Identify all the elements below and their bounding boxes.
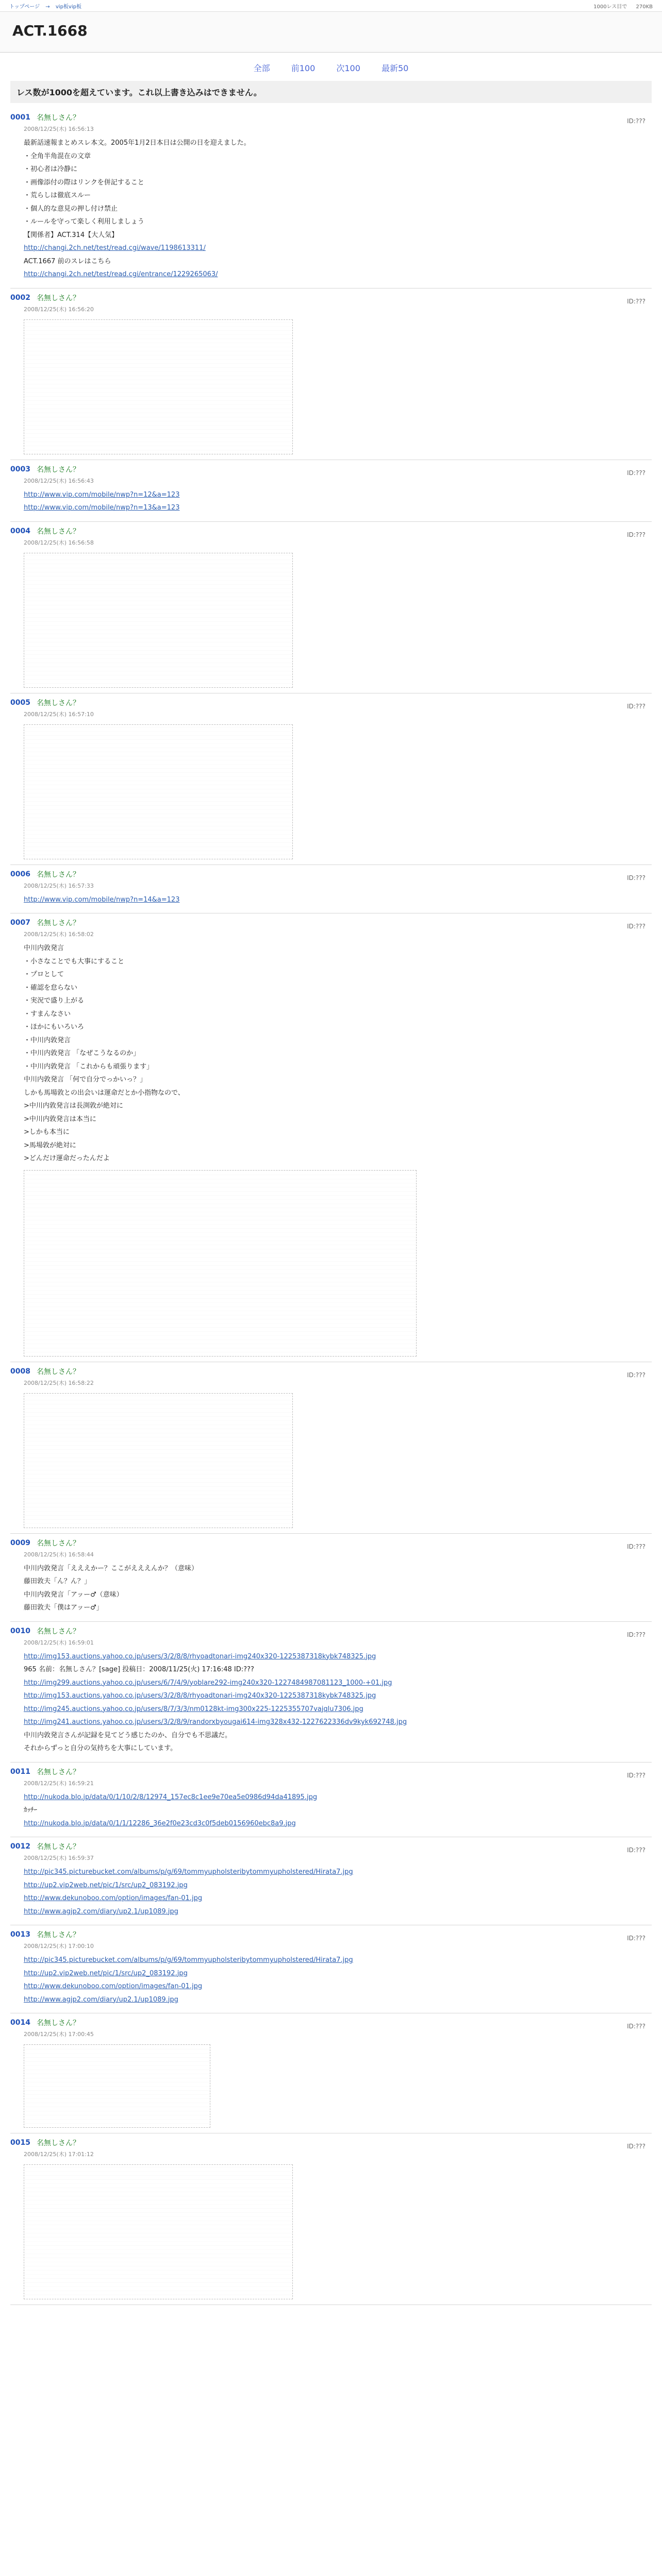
- post-id[interactable]: ID:???: [627, 874, 646, 882]
- limit-notice: レス数が1000を超えています。これ以上書き込みはできません。: [10, 81, 652, 103]
- post-meta: 2008/12/25(木) 17:01:12: [24, 2151, 94, 2158]
- post-link[interactable]: http://pic345.picturebucket.com/albums/p/g/69/tommyupholsteribytommyupholstered/Hirata7.jpg: [24, 1956, 353, 1964]
- post-author: 名無しさん？: [36, 527, 80, 536]
- post-body: [24, 1955, 652, 2005]
- post-number[interactable]: 0010: [10, 1626, 30, 1635]
- post-number[interactable]: 0004: [10, 527, 30, 535]
- post-number[interactable]: 0002: [10, 293, 30, 302]
- post-meta: 2008/12/25(木) 16:56:13: [24, 126, 94, 132]
- post-link[interactable]: http://changi.2ch.net/test/read.cgi/entrance/1229265063/: [24, 270, 218, 278]
- post-author: 名無しさん？: [36, 870, 80, 879]
- post-link[interactable]: http://img299.auctions.yahoo.co.jp/users/6/7/4/9/yoblare292-img240x320-1227484987081123_1000-+01.jpg: [24, 1679, 392, 1687]
- post-id[interactable]: ID:???: [627, 117, 646, 125]
- post: [10, 1534, 652, 1622]
- nav-latest50[interactable]: 最新50: [382, 63, 409, 73]
- post-link[interactable]: http://www.agjp2.com/diary/up2.1/up1089.jpg: [24, 1995, 178, 2004]
- post-line: ・確認を怠らない: [24, 984, 78, 992]
- post-line: ・初心者は冷静に: [24, 165, 78, 173]
- post-author: 名無しさん？: [36, 2019, 80, 2027]
- post-body: [24, 895, 652, 905]
- post-body: [24, 1867, 652, 1917]
- post-header: [10, 112, 652, 123]
- post-line: >中川内敦発言は長渕敦が絶対に: [24, 1102, 123, 1110]
- post-body: [24, 943, 652, 1164]
- post-line: ・小さなことでも大事にすること: [24, 957, 125, 965]
- post-meta: 2008/12/25(木) 16:57:33: [24, 882, 94, 889]
- post-link[interactable]: http://nukoda.blo.jp/data/0/1/10/2/8/12974_157ec8c1ee9e70ea5e0986d94da41895.jpg: [24, 1793, 318, 1801]
- thread-title: ACT.1668: [12, 22, 88, 39]
- post-line: >中川内敦発言は本当に: [24, 1115, 96, 1123]
- ascii-art-block: [24, 2164, 293, 2299]
- nav-prev100[interactable]: 前100: [291, 63, 316, 73]
- post-meta: 2008/12/25(木) 16:59:37: [24, 1855, 94, 1861]
- post-link[interactable]: http://up2.vip2web.net/pic/1/src/up2_083192.jpg: [24, 1969, 188, 1977]
- post-id[interactable]: ID:???: [627, 531, 646, 538]
- response-count: 1000レス目で: [593, 4, 627, 10]
- post-line: 最新話速報まとめスレ本文。2005年1月2日本日は公開の日を迎えました。: [24, 139, 251, 147]
- post-author: 名無しさん？: [36, 1931, 80, 1939]
- post: [10, 2133, 652, 2305]
- breadcrumb-separator: →: [45, 4, 50, 10]
- post-line: 中川内敦発言さんが記録を見てどう感じたのか、自分でも不思議だ。: [24, 1731, 232, 1739]
- post-header: [10, 1929, 652, 1940]
- post: [10, 108, 652, 289]
- post-link[interactable]: http://img245.auctions.yahoo.co.jp/users/8/7/3/3/nm0128kt-img300x225-1225355707vajqlu7306.jpg: [24, 1705, 363, 1713]
- post-meta: 2008/12/25(木) 16:58:44: [24, 1551, 94, 1558]
- post-line: ・中川内敦発言: [24, 1036, 71, 1044]
- post-line: ・実況で盛り上がる: [24, 997, 85, 1005]
- post-number[interactable]: 0013: [10, 1930, 30, 1939]
- post-meta: 2008/12/25(木) 16:57:10: [24, 710, 94, 718]
- post-author: 名無しさん？: [36, 1367, 80, 1376]
- post-header: [10, 293, 652, 303]
- post-line: しかも馬場敦との出会いは運命だとか小指物なので、: [24, 1089, 185, 1097]
- post-header: [10, 2138, 652, 2148]
- post-header: [10, 1366, 652, 1377]
- post-id[interactable]: ID:???: [627, 1846, 646, 1854]
- post-line: ・個人的な意見の押し付け禁止: [24, 205, 118, 213]
- post-author: 名無しさん？: [36, 465, 80, 474]
- post-id[interactable]: ID:???: [627, 1935, 646, 1942]
- post-line: 【関係者】ACT.314【大人気】: [24, 231, 119, 239]
- post-link[interactable]: http://www.dekunoboo.com/option/images/fan-01.jpg: [24, 1982, 203, 1990]
- post-header: [10, 869, 652, 879]
- post: [10, 1925, 652, 2013]
- post-id[interactable]: ID:???: [627, 2023, 646, 2030]
- post-link[interactable]: http://www.vip.com/mobile/nwp?n=12&a=123: [24, 490, 180, 499]
- post-meta: 2008/12/25(木) 16:56:58: [24, 539, 94, 546]
- post-line: 中川内敦発言: [24, 944, 64, 952]
- post-header: [10, 464, 652, 474]
- post-meta: 2008/12/25(木) 17:00:10: [24, 1943, 94, 1950]
- ascii-art-block: [24, 2044, 210, 2128]
- post-link[interactable]: http://www.vip.com/mobile/nwp?n=13&a=123: [24, 504, 180, 512]
- ascii-art-block: [24, 724, 293, 859]
- post-line: ｶｯﾁｰ: [24, 1806, 37, 1814]
- post-link[interactable]: http://nukoda.blo.jp/data/0/1/1/12286_36e2f0e23cd3c0f5deb0156960ebc8a9.jpg: [24, 1819, 296, 1827]
- post-line: ・全角半角混在の文章: [24, 152, 91, 160]
- post-id[interactable]: ID:???: [627, 923, 646, 930]
- post: [10, 1362, 652, 1534]
- post-number[interactable]: 0007: [10, 919, 30, 927]
- post-header: [10, 526, 652, 536]
- post-line: ・荒らしは徹底スルー: [24, 192, 91, 199]
- post: [10, 865, 652, 914]
- thread-header: [0, 12, 662, 53]
- post-id[interactable]: ID:???: [627, 2143, 646, 2150]
- post-id[interactable]: ID:???: [627, 1543, 646, 1550]
- post-link[interactable]: http://www.vip.com/mobile/nwp?n=14&a=123: [24, 895, 180, 904]
- ascii-art-block: [24, 1170, 417, 1357]
- post-link[interactable]: http://img241.auctions.yahoo.co.jp/users/3/2/8/9/randorxbyougai614-img328x432-1227622336dv9kyk692748.jpg: [24, 1718, 407, 1726]
- post-line: >馬場敦が絶対に: [24, 1141, 76, 1149]
- post-line: 965 名前：名無しさん？[sage] 投稿日：2008/11/25(火) 17:16:48 ID:???: [24, 1666, 254, 1673]
- top-bar: [0, 0, 662, 12]
- nav-next100[interactable]: 次100: [336, 63, 360, 73]
- post-line: ・ほかにもいろいろ: [24, 1023, 85, 1031]
- breadcrumb-item-board[interactable]: vip板vip板: [55, 4, 81, 10]
- post-id[interactable]: ID:???: [627, 1631, 646, 1638]
- post-header: [10, 1841, 652, 1852]
- post-number[interactable]: 0005: [10, 698, 30, 707]
- post-number[interactable]: 0012: [10, 1842, 30, 1851]
- post-id[interactable]: ID:???: [627, 297, 646, 305]
- top-bar-status: [586, 2, 653, 10]
- post-meta: 2008/12/25(木) 16:56:43: [24, 477, 94, 484]
- post-meta: 2008/12/25(木) 17:00:45: [24, 2031, 94, 2038]
- post: [10, 460, 652, 522]
- post: [10, 1837, 652, 1925]
- post-line: 中川内敦発言「アッー♂（意味）: [24, 1590, 123, 1599]
- post-number[interactable]: 0001: [10, 113, 30, 122]
- post-meta: 2008/12/25(木) 16:59:01: [24, 1639, 94, 1646]
- page-bottom-spacer: [0, 2305, 662, 2537]
- post-header: [10, 1767, 652, 1777]
- post-number[interactable]: 0008: [10, 1367, 30, 1376]
- post: [10, 2013, 652, 2133]
- post-meta: 2008/12/25(木) 16:56:20: [24, 306, 94, 313]
- post-line: ・画像添付の際はリンクを併記すること: [24, 178, 144, 187]
- post-header: [10, 1626, 652, 1636]
- post-number[interactable]: 0009: [10, 1538, 30, 1547]
- breadcrumb: [9, 2, 86, 10]
- post-number[interactable]: 0003: [10, 465, 30, 473]
- post-number[interactable]: 0011: [10, 1767, 30, 1776]
- post-number[interactable]: 0015: [10, 2139, 30, 2147]
- post-id[interactable]: ID:???: [627, 1371, 646, 1379]
- post-line: 中川内敦発言「えええかー？ここがえええんか？（意味）: [24, 1564, 198, 1572]
- post-body: [24, 1564, 652, 1613]
- post-line: ・中川内敦発言 「これからも頑張ります」: [24, 1062, 154, 1071]
- post-line: ・中川内敦発言 「なぜこうなるのか」: [24, 1049, 140, 1057]
- post-meta: 2008/12/25(木) 16:59:21: [24, 1780, 94, 1787]
- post: [10, 913, 652, 1362]
- post-author: 名無しさん？: [36, 2139, 80, 2147]
- post-meta: 2008/12/25(木) 16:58:02: [24, 931, 94, 938]
- post-header: [10, 1538, 652, 1548]
- post-number[interactable]: 0014: [10, 2019, 30, 2027]
- post-link[interactable]: http://img153.auctions.yahoo.co.jp/users/3/2/8/8/rhyoadtonari-img240x320-1225387318kybk748325.jpg: [24, 1692, 376, 1700]
- post-line: それからずっと自分の気持ちを大事にしています。: [24, 1744, 177, 1752]
- post: [10, 1622, 652, 1762]
- post-author: 名無しさん？: [36, 1627, 80, 1636]
- post-body: [24, 490, 652, 513]
- post-link[interactable]: http://changi.2ch.net/test/read.cgi/wave/1198613311/: [24, 244, 206, 252]
- post-line: 中川内敦発言 「何で自分でっかいっ？」: [24, 1076, 147, 1083]
- post-line: >どんだけ運命だったんだよ: [24, 1155, 110, 1162]
- posts-container: [0, 108, 662, 2305]
- post-header: [10, 2018, 652, 2028]
- post-author: 名無しさん？: [36, 1768, 80, 1776]
- post-line: >しかも本当に: [24, 1128, 70, 1136]
- post: [10, 1762, 652, 1838]
- post-number[interactable]: 0006: [10, 870, 30, 878]
- post-body: [24, 1652, 652, 1754]
- post-author: 名無しさん？: [36, 114, 80, 122]
- post: [10, 522, 652, 693]
- post-header: [10, 698, 652, 708]
- post-author: 名無しさん？: [36, 919, 80, 927]
- post-line: ・ルールを守って楽しく利用しましょう: [24, 218, 144, 226]
- post-line: ・すまんなさい: [24, 1010, 71, 1018]
- post-line: 藤田敦夫「ん？ん？」: [24, 1578, 91, 1585]
- post-id[interactable]: ID:???: [627, 469, 646, 477]
- post: [10, 289, 652, 460]
- post-link[interactable]: http://img153.auctions.yahoo.co.jp/users/3/2/8/8/rhyoadtonari-img240x320-1225387318kybk748325.jpg: [24, 1652, 376, 1660]
- post-author: 名無しさん？: [36, 699, 80, 707]
- post-header: [10, 918, 652, 928]
- post-id[interactable]: ID:???: [627, 1771, 646, 1779]
- post-link[interactable]: http://up2.vip2web.net/pic/1/src/up2_083192.jpg: [24, 1881, 188, 1889]
- post-link[interactable]: http://www.dekunoboo.com/option/images/fan-01.jpg: [24, 1894, 203, 1902]
- nav-all[interactable]: 全部: [253, 63, 270, 73]
- post-line: ACT.1667 前のスレはこちら: [24, 257, 111, 265]
- post-line: ・プロとして: [24, 971, 64, 978]
- post: [10, 693, 652, 865]
- post-author: 名無しさん？: [36, 1843, 80, 1851]
- thread-size: 270KB: [636, 4, 653, 10]
- post-meta: 2008/12/25(木) 16:58:22: [24, 1379, 94, 1386]
- post-link[interactable]: http://www.agjp2.com/diary/up2.1/up1089.jpg: [24, 1907, 178, 1916]
- ascii-art-block: [24, 553, 293, 688]
- post-line: 藤田敦夫「僕はアッー♂」: [24, 1604, 103, 1612]
- post-body: [24, 1792, 652, 1829]
- post-link[interactable]: http://pic345.picturebucket.com/albums/p/g/69/tommyupholsteribytommyupholstered/Hirata7.jpg: [24, 1868, 353, 1876]
- post-body: [24, 138, 652, 280]
- ascii-art-block: [24, 319, 293, 454]
- post-author: 名無しさん？: [36, 1539, 80, 1548]
- post-id[interactable]: ID:???: [627, 702, 646, 710]
- thread-navigation: [0, 53, 662, 81]
- breadcrumb-item-top[interactable]: トップページ: [9, 4, 40, 10]
- post-author: 名無しさん？: [36, 294, 80, 302]
- ascii-art-block: [24, 1393, 293, 1528]
